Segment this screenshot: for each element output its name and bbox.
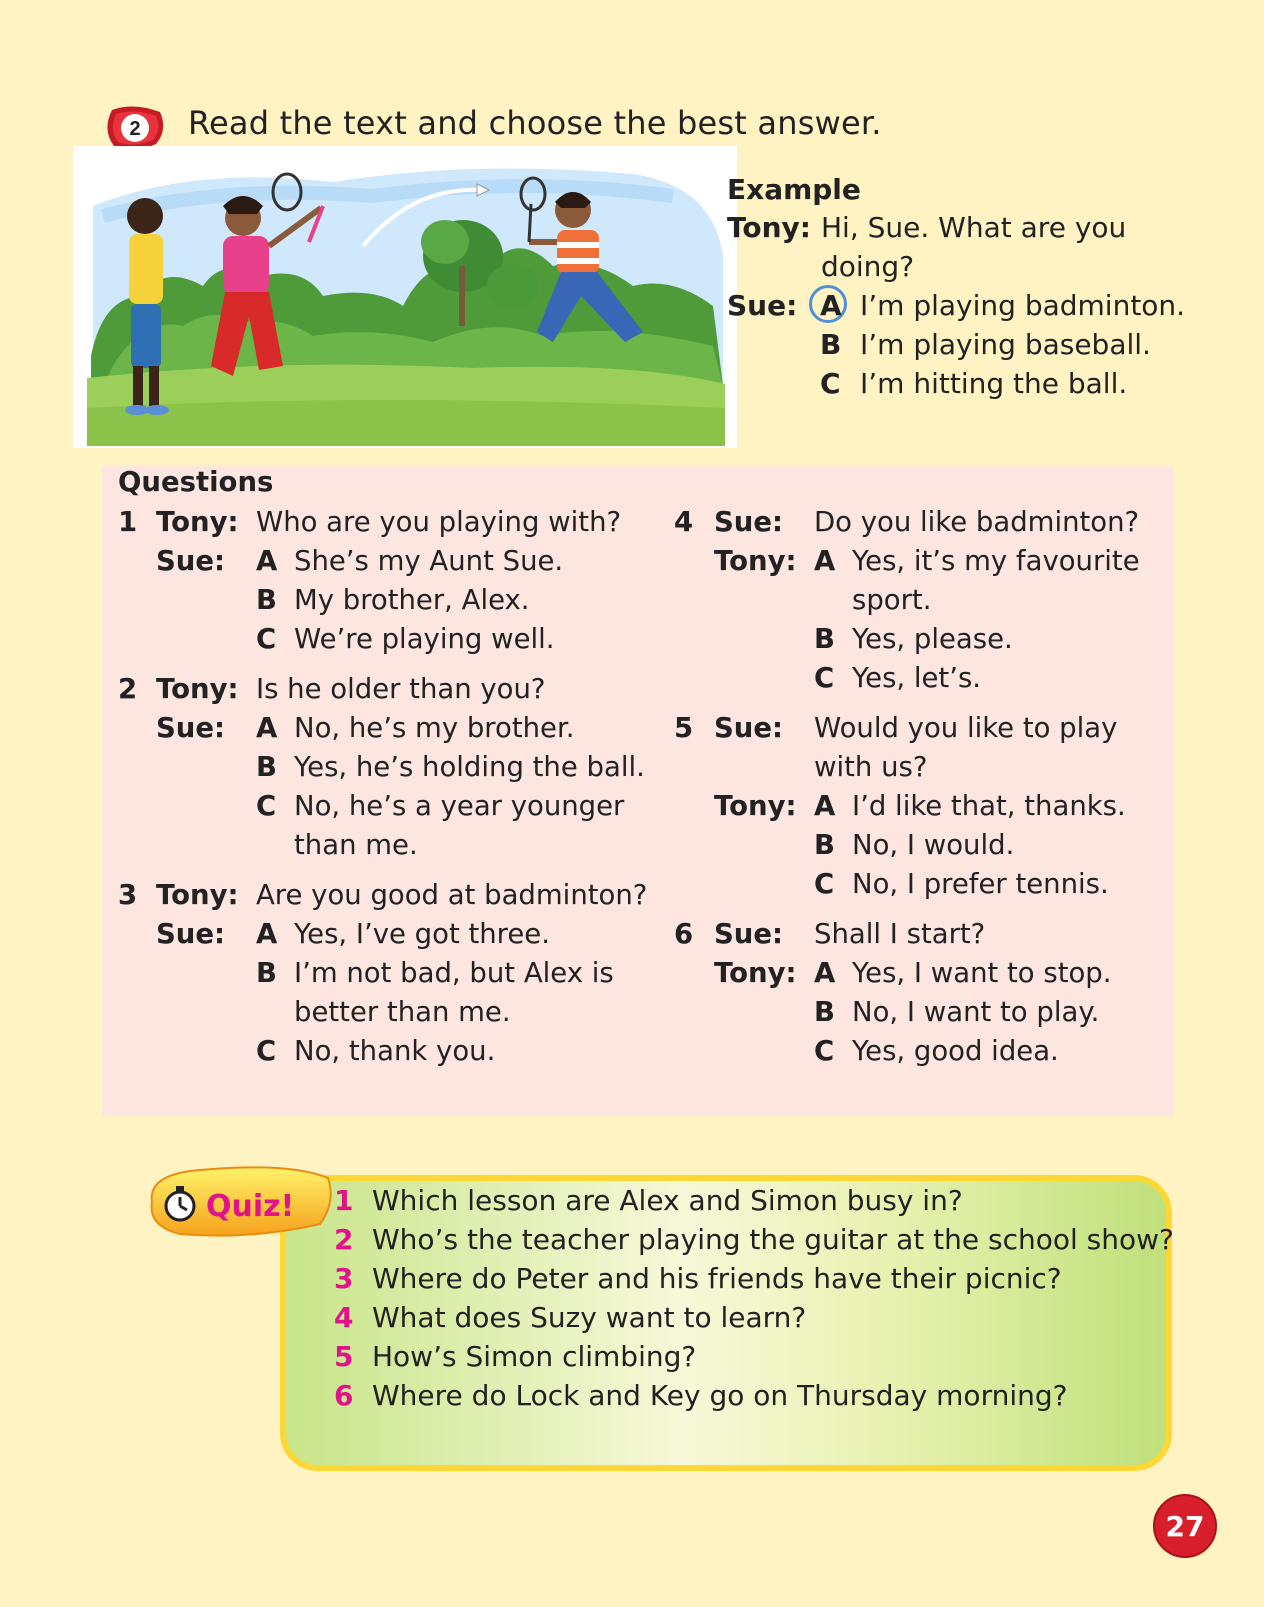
example-option-letter: B bbox=[820, 328, 842, 361]
quiz-item-number: 3 bbox=[334, 1262, 354, 1295]
option-letter: A bbox=[814, 790, 836, 822]
option-text: better than me. bbox=[294, 996, 511, 1028]
option-text: My brother, Alex. bbox=[294, 584, 530, 616]
option-letter: B bbox=[256, 584, 277, 616]
option-letter: C bbox=[256, 1035, 277, 1067]
option-text: Yes, it’s my favourite bbox=[852, 545, 1140, 577]
question-prompt: Is he older than you? bbox=[256, 673, 546, 705]
question-speaker: Sue: bbox=[714, 918, 784, 950]
option-text: Yes, let’s. bbox=[852, 662, 982, 694]
quiz-item-text: Who’s the teacher playing the guitar at the school show? bbox=[372, 1223, 1174, 1256]
exercise-number: 2 bbox=[129, 118, 141, 140]
question-speaker: Tony: bbox=[156, 879, 239, 911]
question-number: 3 bbox=[118, 879, 138, 911]
option-text: No, I want to play. bbox=[852, 996, 1100, 1028]
option-text: No, I prefer tennis. bbox=[852, 868, 1109, 900]
option-letter: A bbox=[256, 712, 278, 744]
option-letter: C bbox=[814, 1035, 835, 1067]
quiz-item-text: How’s Simon climbing? bbox=[372, 1340, 697, 1373]
question-number: 1 bbox=[118, 506, 138, 538]
question-prompt: Shall I start? bbox=[814, 918, 986, 950]
quiz-item-number: 1 bbox=[334, 1184, 354, 1217]
option-text: No, thank you. bbox=[294, 1035, 496, 1067]
option-text: Yes, I’ve got three. bbox=[294, 918, 550, 950]
quiz-badge bbox=[140, 1162, 340, 1242]
question-prompt: with us? bbox=[814, 751, 928, 783]
questions-heading: Questions bbox=[118, 466, 274, 498]
option-letter: A bbox=[814, 545, 836, 577]
question-prompt: Do you like badminton? bbox=[814, 506, 1140, 538]
example-option-text: I’m hitting the ball. bbox=[860, 367, 1128, 400]
option-text: We’re playing well. bbox=[294, 623, 555, 655]
option-letter: A bbox=[256, 918, 278, 950]
badminton-illustration bbox=[73, 146, 737, 448]
option-letter: B bbox=[256, 751, 277, 783]
option-letter: C bbox=[256, 623, 277, 655]
question-number: 6 bbox=[674, 918, 694, 950]
quiz-item-number: 6 bbox=[334, 1379, 354, 1412]
quiz-item-text: Where do Lock and Key go on Thursday morning? bbox=[372, 1379, 1068, 1412]
question-responder: Tony: bbox=[714, 545, 797, 577]
question-number: 5 bbox=[674, 712, 694, 744]
option-letter: B bbox=[256, 957, 277, 989]
quiz-item-number: 4 bbox=[334, 1301, 354, 1334]
option-text: Yes, he’s holding the ball. bbox=[294, 751, 645, 783]
question-number: 4 bbox=[674, 506, 694, 538]
question-responder: Sue: bbox=[156, 545, 226, 577]
example-option-text: I’m playing baseball. bbox=[860, 328, 1151, 361]
option-text: Yes, good idea. bbox=[852, 1035, 1059, 1067]
questions-panel bbox=[102, 466, 1174, 1116]
question-prompt: Are you good at badminton? bbox=[256, 879, 648, 911]
option-letter: B bbox=[814, 623, 835, 655]
quiz-item-number: 2 bbox=[334, 1223, 354, 1256]
question-speaker: Tony: bbox=[156, 506, 239, 538]
example-speaker-sue: Sue: bbox=[727, 289, 798, 322]
example-speaker-tony: Tony: bbox=[727, 211, 811, 244]
option-text: No, I would. bbox=[852, 829, 1015, 861]
option-text: No, he’s my brother. bbox=[294, 712, 575, 744]
example-option-letter: A bbox=[820, 289, 842, 322]
quiz-item-text: Where do Peter and his friends have their picnic? bbox=[372, 1262, 1062, 1295]
page-number-badge bbox=[1152, 1493, 1218, 1559]
question-prompt: Would you like to play bbox=[814, 712, 1118, 744]
question-speaker: Tony: bbox=[156, 673, 239, 705]
option-letter: B bbox=[814, 829, 835, 861]
question-responder: Tony: bbox=[714, 790, 797, 822]
option-text: I’d like that, thanks. bbox=[852, 790, 1126, 822]
option-text: No, he’s a year younger bbox=[294, 790, 625, 822]
option-text: She’s my Aunt Sue. bbox=[294, 545, 564, 577]
example-option-letter: C bbox=[820, 367, 841, 400]
example-line: doing? bbox=[821, 250, 915, 283]
option-text: than me. bbox=[294, 829, 418, 861]
example-heading: Example bbox=[727, 173, 861, 206]
question-prompt: Who are you playing with? bbox=[256, 506, 622, 538]
question-responder: Tony: bbox=[714, 957, 797, 989]
option-letter: A bbox=[814, 957, 836, 989]
quiz-item-text: What does Suzy want to learn? bbox=[372, 1301, 807, 1334]
example-option-text: I’m playing badminton. bbox=[860, 289, 1186, 322]
option-letter: C bbox=[814, 868, 835, 900]
option-letter: C bbox=[256, 790, 277, 822]
option-letter: A bbox=[256, 545, 278, 577]
question-responder: Sue: bbox=[156, 918, 226, 950]
option-text: Yes, I want to stop. bbox=[852, 957, 1112, 989]
quiz-panel bbox=[280, 1175, 1172, 1471]
question-speaker: Sue: bbox=[714, 712, 784, 744]
page-number: 27 bbox=[1165, 1510, 1205, 1543]
option-text: sport. bbox=[852, 584, 932, 616]
option-text: Yes, please. bbox=[852, 623, 1013, 655]
option-letter: C bbox=[814, 662, 835, 694]
exercise-instruction: Read the text and choose the best answer. bbox=[188, 104, 882, 142]
question-number: 2 bbox=[118, 673, 138, 705]
quiz-label: Quiz! bbox=[206, 1189, 295, 1224]
option-text: I’m not bad, but Alex is bbox=[294, 957, 614, 989]
quiz-item-number: 5 bbox=[334, 1340, 354, 1373]
question-speaker: Sue: bbox=[714, 506, 784, 538]
option-letter: B bbox=[814, 996, 835, 1028]
quiz-item-text: Which lesson are Alex and Simon busy in? bbox=[372, 1184, 963, 1217]
exercise-number-badge bbox=[104, 104, 166, 152]
question-responder: Sue: bbox=[156, 712, 226, 744]
example-line: Hi, Sue. What are you bbox=[821, 211, 1127, 244]
